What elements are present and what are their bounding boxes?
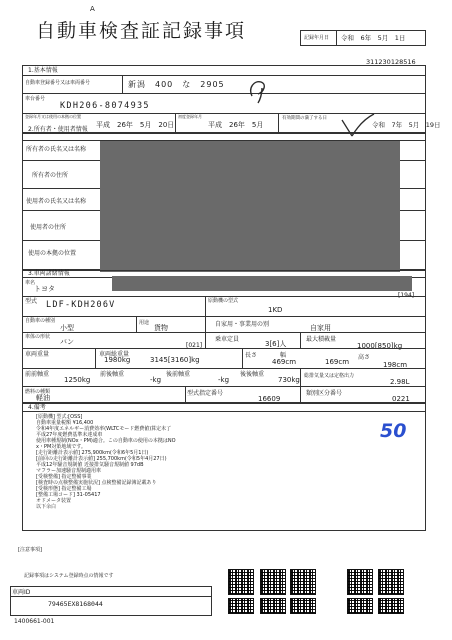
front-rear-axle-label: 前後軸重 [100,371,125,378]
class-number-label: 類別区分番号 [306,390,343,397]
reg-number-label: 自動車登録番号又は車両番号 [25,80,91,86]
qr-code [378,598,404,614]
front-front-axle-label: 前前軸重 [25,371,50,378]
body-shape-value: バン [60,338,74,346]
section3-heading: 3.車両諸緒情報 [28,270,70,277]
qr-code [290,598,316,614]
type-cert-label: 型式指定番号 [187,390,224,397]
remark-line: [検査時の点検整備実施状況] 点検整備記録簿記載あり [36,480,157,486]
qr-code [228,569,254,595]
owner-address-label: 所有者の住所 [32,172,69,179]
gross-weight-value: 3145[3160]kg [150,356,200,364]
record-date-value: 令和 6年 5月 1日 [341,34,406,42]
maker-code: [194] [398,292,415,299]
record-date-box [300,30,426,46]
remark-line: [原動機] 型式:[OSS] [36,414,83,420]
remark-line: 平成27年度燃費基準未達成車 [36,432,103,438]
body-shape-code: [021] [186,342,203,349]
handwritten-number: 50 [380,420,407,442]
engine-label: 原動機の型式 [208,298,239,304]
qr-code [228,598,254,614]
qr-code [260,569,286,595]
capacity-value: 3[6]人 [265,340,287,348]
remark-line: 令和4年度エネルギー消費効率(WLTCモード燃費値)算定未了 [36,426,172,432]
record-date-label: 記録年月日 [304,35,330,41]
remarks-list [36,414,176,510]
remark-line: マフラー加速騒音規制適用車 [36,468,102,474]
vehicle-id-value: 79465EX8168044 [48,600,103,608]
first-registration-value: 平成 26年 5月 20日 [96,121,175,129]
maker-label: 車名 [25,280,36,286]
owner-name-label: 所有者の氏名又は名称 [26,146,87,153]
page-title: 自動車検査証記録事項 [36,20,247,42]
first-registration-label: 登録年月又は使用の本拠の位置 [25,114,81,119]
redacted-owner-info [100,141,400,272]
qr-code [290,569,316,595]
use-value: 貨物 [154,324,168,332]
width-value: 169cm [325,358,350,366]
reg-number-value: 新潟 400 な 2905 [128,80,225,89]
length-label: 長さ [245,352,258,359]
front-front-axle-value: 1250kg [64,376,91,384]
notes-heading: [注意事項] [18,547,42,553]
rear-front-axle-label: 後前軸重 [166,371,191,378]
rear-rear-axle-label: 後後軸重 [240,371,265,378]
qr-code [378,569,404,595]
capacity-label: 乗車定員 [215,336,240,343]
type-cert-value: 16609 [258,395,281,403]
remark-line: [走行距離計表示値] 275,900km(令和6年5月1日) [36,450,149,456]
qr-code [347,569,373,595]
section2-heading: 2.所有者・使用者情報 [28,126,88,133]
height-label: 高さ [358,354,371,361]
use-label: 用途 [139,320,150,326]
remark-line: 自動車重量税額 ¥16,400 [36,420,94,426]
qr-code [260,598,286,614]
section1-heading: 1.基本情報 [28,67,58,74]
remark-line: [受検形態] 指定整備工場 [36,486,92,492]
height-value: 198cm [383,361,408,369]
front-rear-axle-value: -kg [150,376,162,384]
fuel-type-value: 軽油 [36,394,50,402]
vehicle-type-value: 小型 [60,324,74,332]
remark-line: [整備工場コード] 31-05417 [36,492,101,498]
section4-heading: 4.備考 [28,404,46,411]
max-load-value: 1000[850]kg [357,342,403,350]
expiry-value: 令和 7年 5月 19日 [372,121,441,129]
length-value: 469cm [272,358,297,366]
vehicle-id-box [10,586,212,616]
user-name-label: 使用者の氏名又は名称 [26,198,87,205]
base-location-label: 使用の本拠の位置 [28,250,77,257]
fuel-type-label: 燃料の種類 [25,389,51,395]
displacement-label: 総排気量又は定格出力 [304,373,355,379]
rear-rear-axle-value: 730kg [278,376,300,384]
body-shape-label: 車体の形状 [25,334,51,340]
expiry-label: 有効期間の満了する日 [282,116,327,121]
max-load-label: 最大積載量 [306,336,337,343]
engine-value: 1KD [268,306,283,314]
vehicle-weight-label: 車両重量 [25,351,50,358]
redacted-maker-info [112,276,412,291]
private-label: 自家用・事業用の別 [215,321,270,328]
remark-line: [受検整備] 指定整備事業 [36,474,92,480]
displacement-value: 2.98L [390,378,410,386]
rear-front-axle-value: -kg [218,376,230,384]
form-number: 1400661-001 [14,618,55,625]
document-number: 311230128516 [366,58,416,66]
qr-code [347,598,373,614]
first-year-value: 平成 26年 5月 [208,121,264,129]
remark-line: 以下余白 [36,504,57,510]
private-value: 自家用 [310,324,331,332]
user-address-label: 使用者の住所 [30,224,67,231]
vehicle-id-label: 車両ID [12,589,31,596]
maker-value: トヨタ [34,285,55,293]
chassis-value: KDH206-8074935 [60,101,150,111]
width-label: 幅 [280,352,287,359]
gross-weight-label: 車両総重量 [99,351,130,358]
remark-line: [前回の走行距離計表示値] 255,700km(令和5年4月27日) [36,456,167,462]
vehicle-type-label: 自動車の種別 [25,318,56,324]
model-label: 型式 [25,298,38,305]
vehicle-weight-value: 1980kg [104,356,131,364]
form-mark: A [90,5,95,13]
first-year-label: 初度登録年月 [178,114,202,119]
remark-line: x・PM対策地域です。 [36,444,86,450]
remark-line: 使用車種規制(NOx・PM)適合。この自動車の使用の本拠はNO [36,438,176,444]
model-value: LDF-KDH206V [46,300,116,310]
handwritten-check-mark [246,78,268,104]
remark-line: 平成12年騒音規制値 近接排気騒音規制値 97dB [36,462,144,468]
class-number-value: 0221 [392,395,410,403]
remark-line: オドメータ装置 [36,498,71,504]
chassis-label: 車台番号 [25,96,46,102]
notes-text: 記録事項はシステム登録時点の情報です [24,573,114,579]
